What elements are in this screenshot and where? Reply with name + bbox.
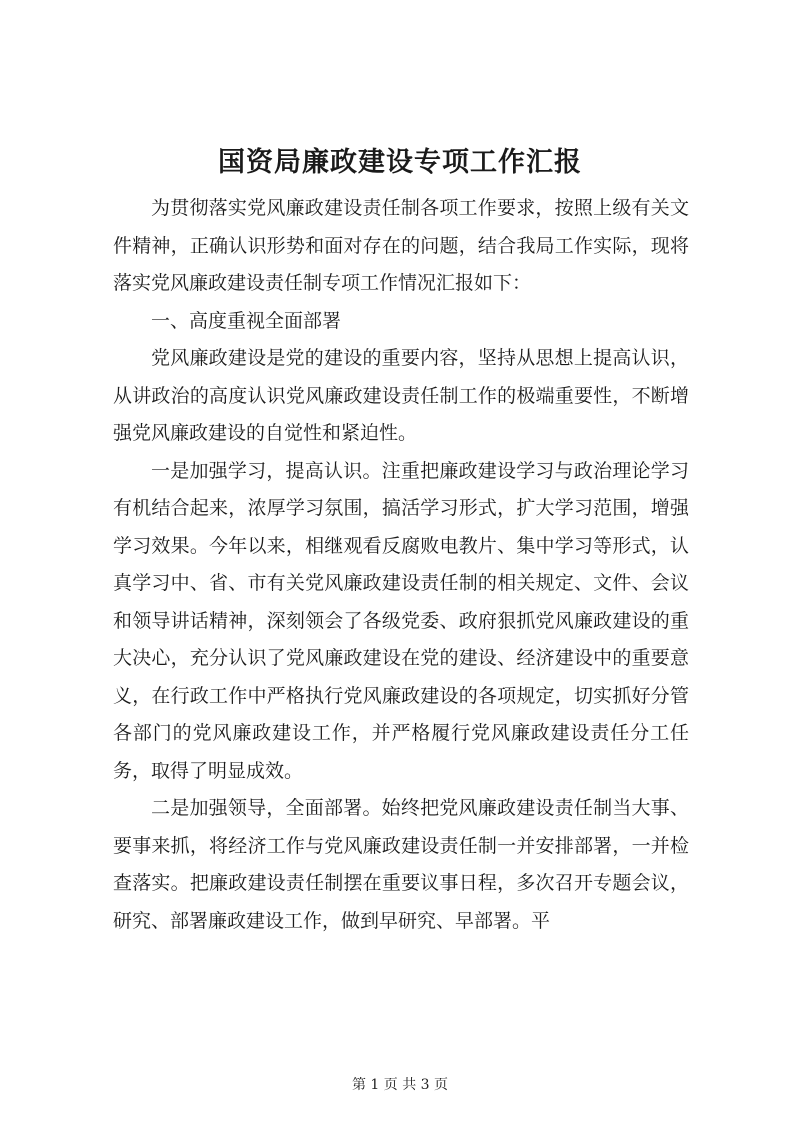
document-title: 国资局廉政建设专项工作汇报 (218, 147, 582, 178)
intro-paragraph: 为贯彻落实党风廉政建设责任制各项工作要求，按照上级有关文件精神，正确认识形势和面对存在的问题，结合我局工作实际，现将落实党风廉政建设责任制专项工作情况汇报如下： (113, 197, 689, 294)
document-body (113, 190, 689, 940)
section-heading: 一、高度重视全面部署 (151, 309, 342, 332)
body-paragraph: 党风廉政建设是党的建设的重要内容，坚持从思想上提高认识，从讲政治的高度认识党风廉政建设责任制工作的极端重要性，不断增强党风廉政建设的自觉性和紧迫性。 (113, 347, 689, 444)
body-paragraph: 二是加强领导，全面部署。始终把党风廉政建设责任制当大事、要事来抓，将经济工作与党风廉政建设责任制一并安排部署，一并检查落实。把廉政建设责任制摆在重要议事日程，多次召开专题会议，研究、部署廉政建设工作，做到早研究、早部署。平 (113, 797, 689, 932)
page-footer: 第 1 页 共 3 页 (351, 1077, 449, 1093)
body-paragraph: 一是加强学习，提高认识。注重把廉政建设学习与政治理论学习有机结合起来，浓厚学习氛围，搞活学习形式，扩大学习范围，增强学习效果。今年以来，相继观看反腐败电教片、集中学习等形式，认真学习中、省、市有关党风廉政建设责任制的相关规定、文件、会议和领导讲话精神，深刻领会了各级党委、政府狠抓党风廉政建设的重大决心，充分认识了党风廉政建设在党的建设、经济建设中的重要意义，在行政工作中严格执行党风廉政建设的各项规定，切实抓好分管各部门的党风廉政建设工作，并严格履行党风廉政建设责任分工任务，取得了明显成效。 (113, 459, 689, 782)
